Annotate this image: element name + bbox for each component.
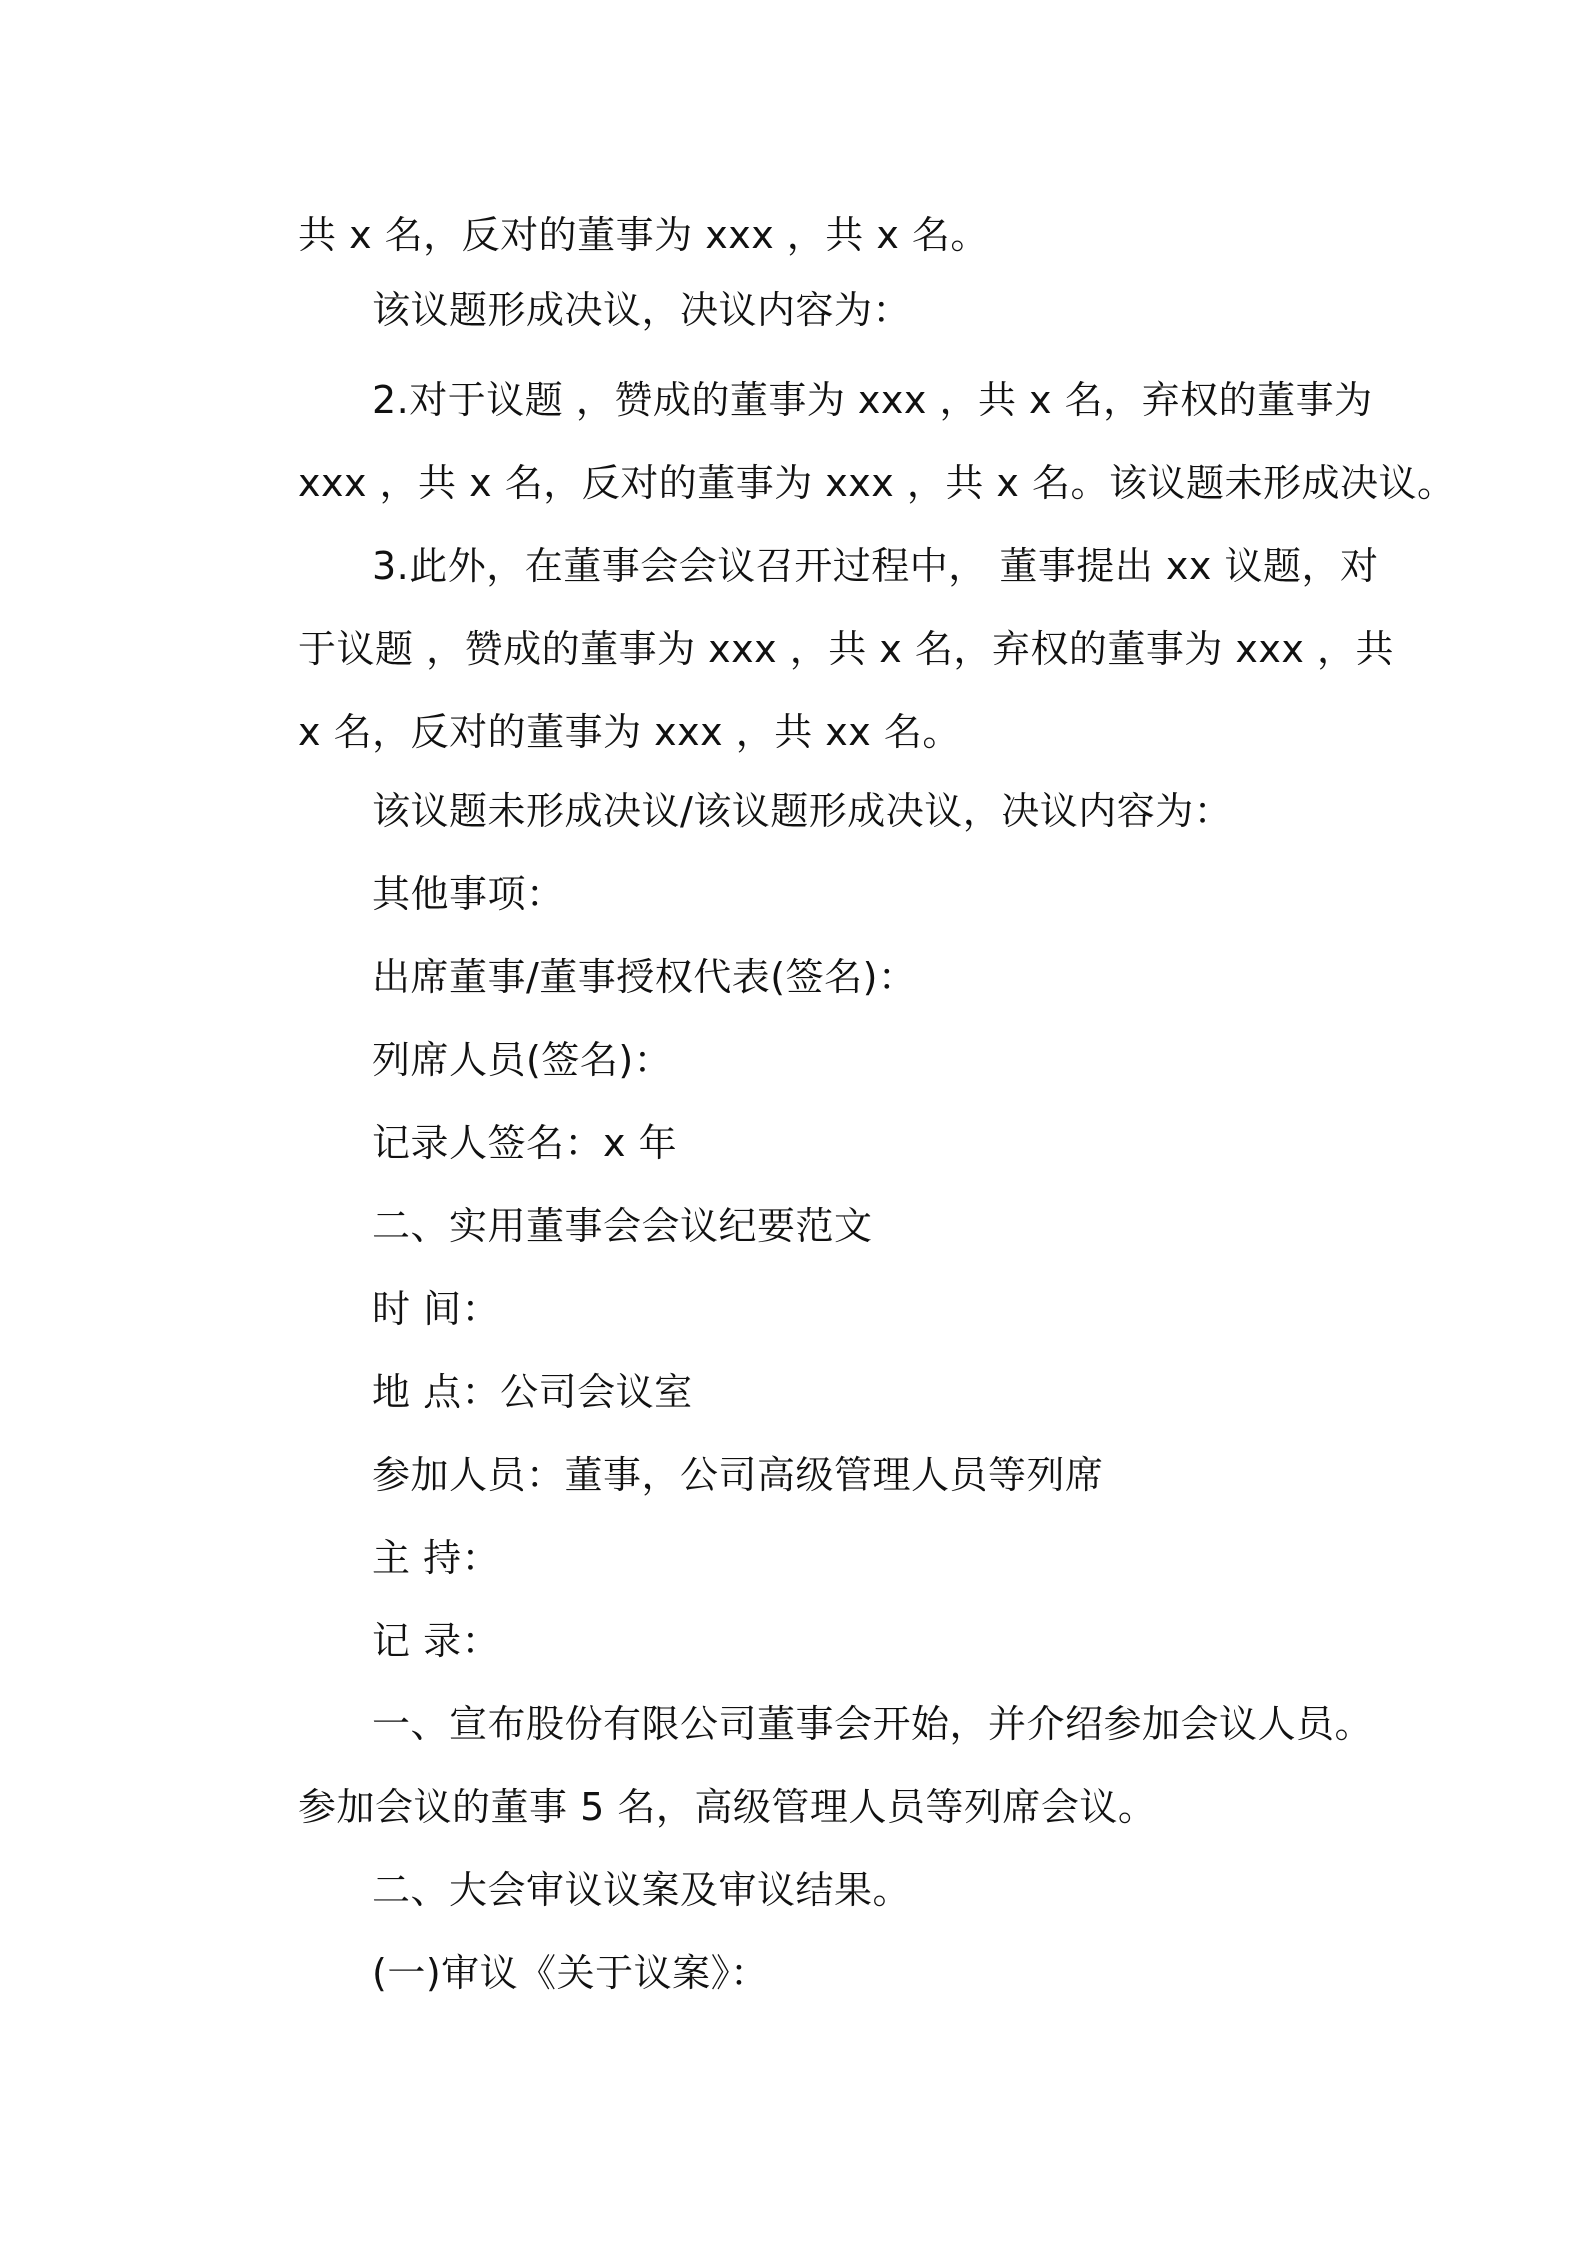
field-time: 时 间：: [372, 1287, 501, 1331]
section-heading: 二、实用董事会会议纪要范文: [372, 1204, 873, 1248]
text-line: 参加会议的董事 5 名，高级管理人员等列席会议。: [298, 1785, 1157, 1829]
text-line: 2.对于议题 ，赞成的董事为 xxx ，共 x 名，弃权的董事为: [372, 378, 1373, 422]
field-location: 地 点：公司会议室: [372, 1370, 693, 1414]
signature-line: 列席人员(签名)：: [372, 1038, 673, 1082]
field-recorder: 记 录：: [372, 1619, 501, 1663]
text-line: 二、大会审议议案及审议结果。: [372, 1868, 912, 1912]
text-line: 该议题形成决议，决议内容为：: [372, 288, 912, 332]
signature-line: 记录人签名：x 年: [372, 1121, 678, 1165]
field-attendees: 参加人员：董事，公司高级管理人员等列席: [372, 1453, 1104, 1497]
text-line: 一、宣布股份有限公司董事会开始，并介绍参加会议人员。: [372, 1702, 1374, 1746]
text-line: 3.此外，在董事会会议召开过程中， 董事提出 xx 议题，对: [372, 544, 1379, 588]
text-line: (一)审议《关于议案》：: [372, 1951, 769, 1995]
text-line: xxx ，共 x 名，反对的董事为 xxx ，共 x 名。该议题未形成决议。: [298, 461, 1456, 505]
text-line: 其他事项：: [372, 872, 565, 916]
text-line: 共 x 名，反对的董事为 xxx ，共 x 名。: [298, 213, 989, 257]
text-line: 该议题未形成决议/该议题形成决议，决议内容为：: [372, 789, 1233, 833]
text-line: x 名，反对的董事为 xxx ，共 xx 名。: [298, 710, 961, 754]
signature-line: 出席董事/董事授权代表(签名)：: [372, 955, 917, 999]
text-line: 于议题 ，赞成的董事为 xxx ，共 x 名，弃权的董事为 xxx ，共: [298, 627, 1394, 671]
field-host: 主 持：: [372, 1536, 501, 1580]
